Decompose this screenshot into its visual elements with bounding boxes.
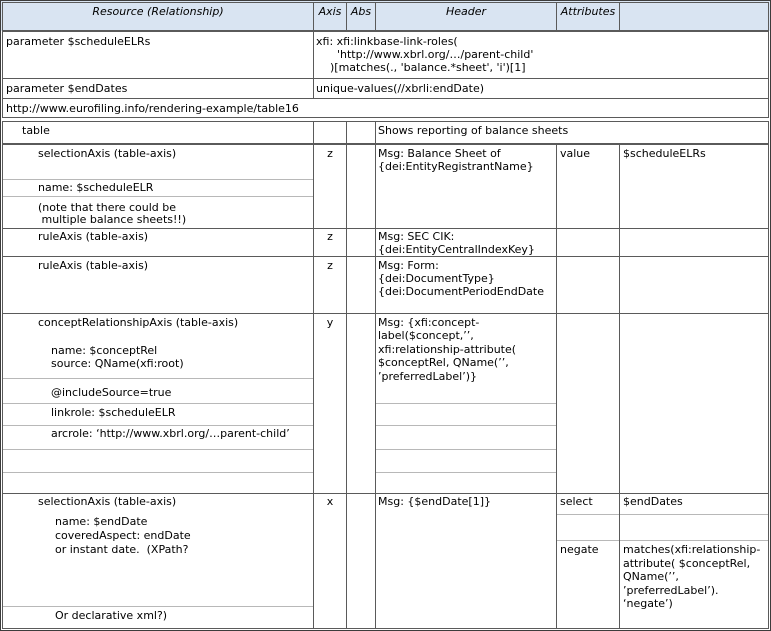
row5-attr1-value: $endDates <box>623 495 683 508</box>
row5-header-line: Msg: {$endDate[1]} <box>378 495 491 508</box>
param-enddates-expr: unique-values(//xbrli:endDate) <box>316 82 485 95</box>
row5-attr2-value-line: ‘negate’) <box>623 597 673 610</box>
row1-abs-cell <box>346 144 376 229</box>
row4-header-line: Msg: {xfi:concept- <box>378 316 480 329</box>
row4-axis-cell <box>313 313 347 494</box>
row2-attr-name-cell <box>556 228 620 257</box>
row4-header-line: ’preferredLabel’)} <box>378 370 477 383</box>
table-row-axis-cell <box>313 121 347 144</box>
row3-header-line: {dei:DocumentType} <box>378 272 495 285</box>
row5-resource-line: name: $endDate <box>55 515 148 528</box>
header-resource: Resource (Relationship) <box>92 5 224 18</box>
row5-divider <box>3 606 313 607</box>
row4-resource-line: arcrole: ‘http://www.xbrl.org/…parent-child’ <box>51 427 290 440</box>
row1-resource-line: selectionAxis (table-axis) <box>38 147 177 160</box>
row2-header-line: {dei:EntityCentralIndexKey} <box>378 243 535 256</box>
param-schedule-expr-line: xfi: xfi:linkbase-link-roles( <box>316 35 458 48</box>
row5-axis: x <box>326 495 334 508</box>
row1-resource-line: name: $scheduleELR <box>38 181 154 194</box>
header-abs: Abs <box>350 5 372 18</box>
row5-resource-line: Or declarative xml?) <box>55 609 168 622</box>
row1-header-line: Msg: Balance Sheet of <box>378 147 501 160</box>
row1-resource-line: (note that there could be <box>38 201 177 214</box>
param-schedule-expr-line: )[matches(., 'balance.*sheet', 'i')[1] <box>316 61 526 74</box>
row1-axis: z <box>327 147 333 160</box>
row3-resource-line: ruleAxis (table-axis) <box>38 259 149 272</box>
row4-divider <box>3 449 313 450</box>
row4-divider <box>3 472 313 473</box>
table-row-header: Shows reporting of balance sheets <box>378 124 569 137</box>
row3-attr-value-cell <box>619 256 769 314</box>
row4-header-line: label($concept,’’, <box>378 329 474 342</box>
row3-header-line: Msg: Form: <box>378 259 439 272</box>
row5-resource-line: or instant date. (XPath? <box>55 543 189 556</box>
param-schedule-expr-line: 'http://www.xbrl.org/…/parent-child' <box>316 48 534 61</box>
row4-header-line: $conceptRel, QName(’’, <box>378 356 509 369</box>
row5-attr2-value-line: attribute( $conceptRel, <box>623 557 751 570</box>
param-enddates-name: parameter $endDates <box>6 82 128 95</box>
row4-attr-value-cell <box>619 313 769 494</box>
header-attributes: Attributes <box>560 5 616 18</box>
row1-header-line: {dei:EntityRegistrantName} <box>378 160 534 173</box>
row5-attr1-name: select <box>560 495 593 508</box>
row4-resource-line: name: $conceptRel <box>51 344 158 357</box>
row2-axis: z <box>327 230 333 243</box>
row5-header-cell <box>375 493 557 629</box>
header-header: Header <box>445 5 487 18</box>
row5-abs-cell <box>346 493 376 629</box>
row4-header-divider <box>376 449 556 450</box>
row5-attr2-value-line: matches(xfi:relationship- <box>623 543 761 556</box>
row1-attr-name: value <box>560 147 591 160</box>
row3-axis: z <box>327 259 333 272</box>
row1-divider <box>3 179 313 180</box>
row5-resource-line: selectionAxis (table-axis) <box>38 495 177 508</box>
row4-axis: y <box>326 316 334 329</box>
row2-attr-value-cell <box>619 228 769 257</box>
row5-attr2-name: negate <box>560 543 599 556</box>
row1-resource-line: multiple balance sheets!!) <box>38 213 187 226</box>
row4-divider <box>3 425 313 426</box>
row5-axis-cell <box>313 493 347 629</box>
row5-resource-line: coveredAspect: endDate <box>55 529 191 542</box>
row4-resource-line: linkrole: $scheduleELR <box>51 406 176 419</box>
header-axis: Axis <box>318 5 342 18</box>
row5-attr2-value-line: ’preferredLabel’). <box>623 584 719 597</box>
row4-header-divider <box>376 425 556 426</box>
row4-divider <box>3 378 313 379</box>
row2-resource-line: ruleAxis (table-axis) <box>38 230 149 243</box>
row4-resource-line: conceptRelationshipAxis (table-axis) <box>38 316 239 329</box>
row2-header-line: Msg: SEC CIK: <box>378 230 455 243</box>
row4-header-divider <box>376 472 556 473</box>
row1-attr-value: $scheduleELRs <box>623 147 706 160</box>
row4-resource-line: source: QName(xfi:root) <box>51 357 184 370</box>
row4-abs-cell <box>346 313 376 494</box>
row3-abs-cell <box>346 256 376 314</box>
row3-attr-name-cell <box>556 256 620 314</box>
table-row-resource: table <box>22 124 50 137</box>
param-schedule-name: parameter $scheduleELRs <box>6 35 151 48</box>
row3-header-line: {dei:DocumentPeriodEndDate <box>378 285 544 298</box>
row1-divider <box>3 196 313 197</box>
header-values-cell <box>619 2 769 31</box>
row2-abs-cell <box>346 228 376 257</box>
row4-resource-line: @includeSource=true <box>51 386 172 399</box>
table-url: http://www.eurofiling.info/rendering-example/table16 <box>6 102 299 115</box>
row4-attr-name-cell <box>556 313 620 494</box>
row4-divider <box>3 403 313 404</box>
table-row-abs-cell <box>346 121 376 144</box>
row5-attr2-value-line: QName(’’, <box>623 570 679 583</box>
row4-header-divider <box>376 403 556 404</box>
row4-header-line: xfi:relationship-attribute( <box>378 343 517 356</box>
